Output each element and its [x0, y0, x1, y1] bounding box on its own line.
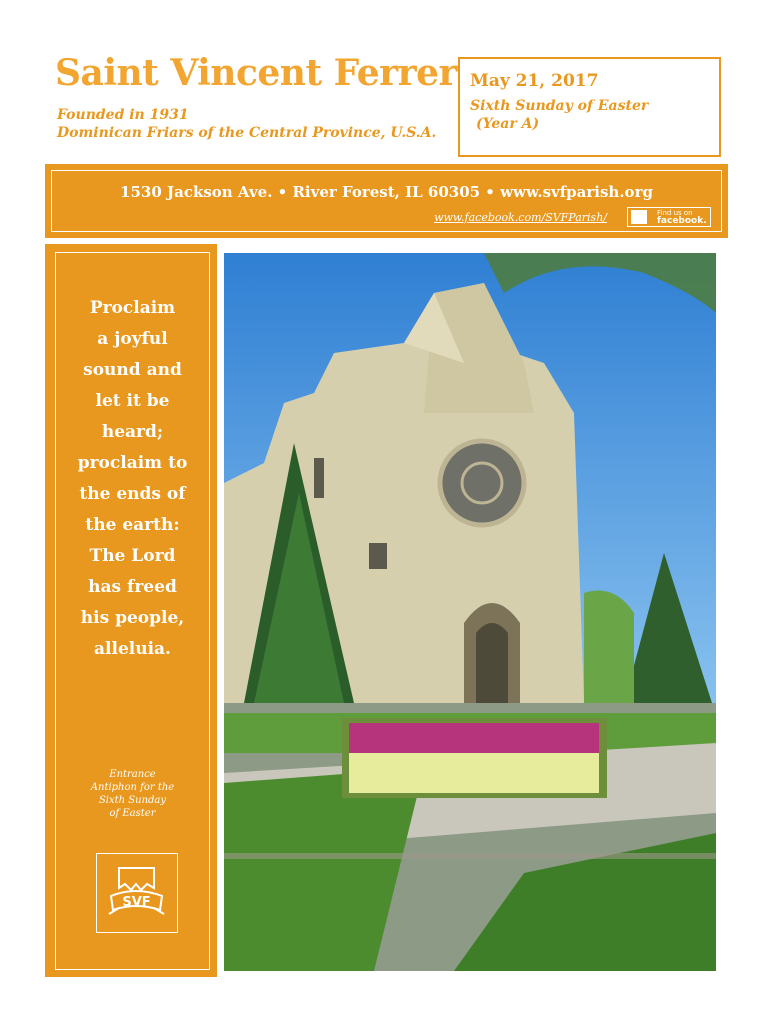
antiphon-line: has freed	[88, 577, 177, 597]
antiphon-line: The Lord	[89, 546, 176, 566]
source-line: Entrance	[109, 769, 156, 780]
facebook-badge[interactable]	[627, 207, 711, 227]
svf-logo	[96, 853, 178, 933]
order-name: Dominican Friars of the Central Province, U.S.A.	[57, 125, 437, 141]
svf-logo-icon	[97, 854, 176, 931]
facebook-link[interactable]: www.facebook.com/SVFParish/	[434, 211, 607, 224]
liturgical-day	[470, 97, 709, 133]
antiphon-line: proclaim to	[77, 453, 188, 473]
antiphon-line: let it be	[95, 391, 170, 411]
facebook-icon	[631, 210, 647, 224]
founding-info	[57, 106, 436, 142]
address-bar	[45, 164, 728, 238]
antiphon-source	[56, 768, 209, 820]
address-bar-frame	[51, 170, 722, 232]
antiphon-line: his people,	[80, 608, 185, 628]
antiphon-line: a joyful	[97, 329, 168, 349]
antiphon-sidebar	[45, 244, 217, 977]
antiphon-frame	[55, 252, 210, 970]
parish-title: Saint Vincent Ferrer	[55, 52, 457, 94]
antiphon-line: the ends of	[79, 484, 186, 504]
entrance-antiphon	[56, 293, 209, 665]
date-box	[458, 57, 721, 157]
source-line: of Easter	[109, 808, 156, 819]
liturgical-year: (Year A)	[476, 116, 540, 132]
church-photo	[223, 252, 717, 972]
church-illustration	[224, 253, 716, 971]
facebook-badge-text	[657, 209, 707, 225]
bulletin-date: May 21, 2017	[470, 71, 599, 91]
logo-text: SVF	[122, 895, 151, 910]
antiphon-line: heard;	[101, 422, 164, 442]
source-line: Antiphon for the	[90, 782, 175, 793]
source-line: Sixth Sunday	[98, 795, 167, 806]
facebook-badge-line2: facebook.	[657, 216, 707, 226]
antiphon-line: alleluia.	[94, 639, 171, 659]
antiphon-line: Proclaim	[89, 298, 176, 318]
founded-year: Founded in 1931	[57, 107, 189, 123]
antiphon-line: sound and	[83, 360, 182, 380]
parish-address: 1530 Jackson Ave. • River Forest, IL 60305 • www.svfparish.org	[120, 183, 653, 201]
facebook-badge-line1: Find us on	[657, 209, 693, 217]
sunday-name: Sixth Sunday of Easter	[470, 98, 649, 114]
antiphon-line: the earth:	[85, 515, 180, 535]
